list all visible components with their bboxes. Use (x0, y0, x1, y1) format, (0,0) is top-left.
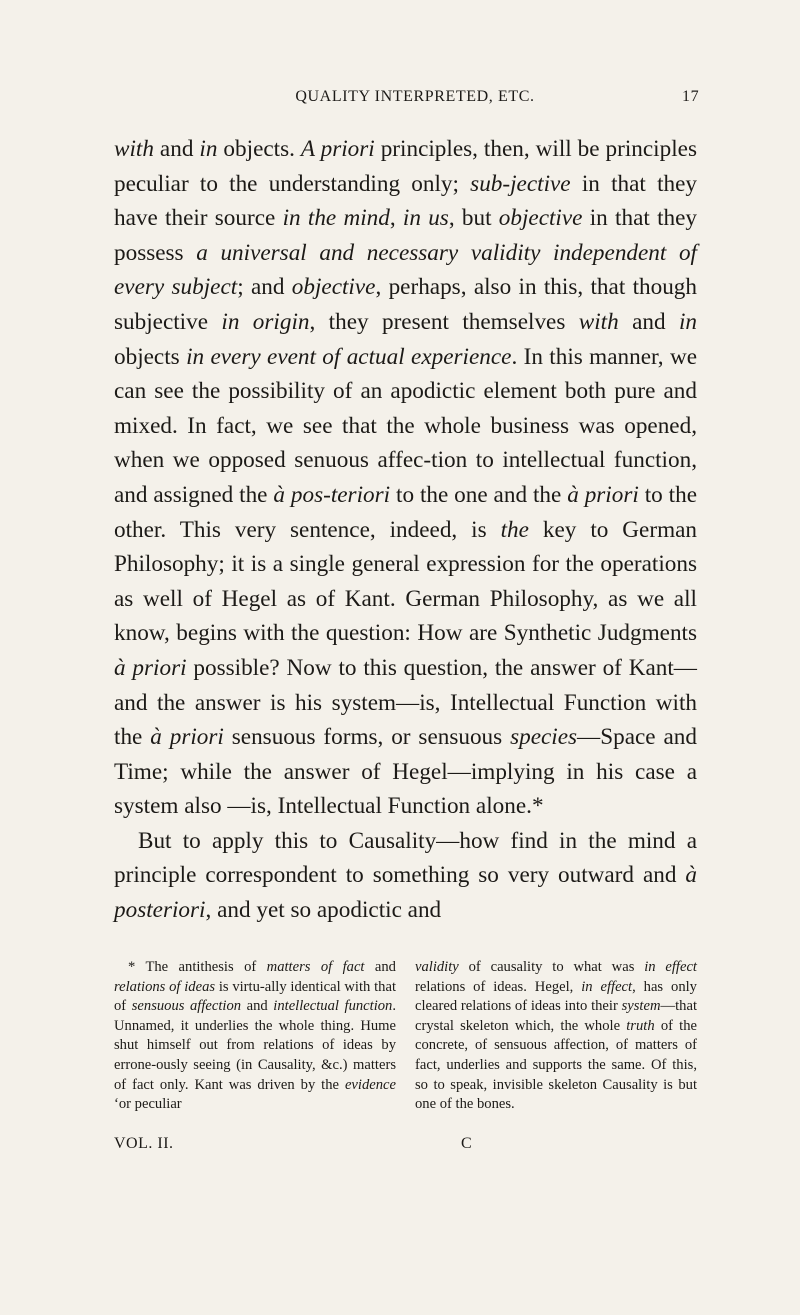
text-run: and (153, 136, 200, 162)
signature-line (114, 1135, 697, 1157)
text-run: of the concrete, of sensuous affection, of matters of fact, underlies and supports the same. Of this, so to speak, invisible skeleton Causality is but one of the bones. (415, 1017, 697, 1113)
main-text (114, 132, 697, 928)
italic-run: in origin (221, 308, 310, 335)
italic-run: truth (626, 1017, 655, 1034)
italic-run: evidence (344, 1076, 396, 1093)
text-run: . In this manner, we can see the possibility of an apodictic element both pure and mixed. In fact, we see that the whole business was opened, when we opposed senuous affec-tion to intellectual function, and assigned the (114, 343, 697, 508)
italic-run: in (199, 136, 218, 162)
text-run: and (618, 308, 679, 335)
italic-run: sub-jective (470, 170, 571, 197)
text-run: relations of ideas. Hegel, (415, 978, 582, 995)
text-run: , they present themselves (309, 308, 579, 335)
footnote-text (415, 958, 697, 1115)
text-run: But to apply this to Causality—how find in the mind a principle correspondent to something so very outward and (114, 827, 697, 889)
text-run: ‘or peculiar (114, 1096, 182, 1113)
italic-run: validity (415, 959, 459, 975)
text-run: in that they possess (114, 205, 697, 266)
italic-run: objective (291, 274, 376, 301)
page-number: 17 (682, 88, 700, 105)
italic-run: sensuous affection (131, 998, 242, 1015)
italic-run: à posteriori (114, 862, 697, 924)
italic-run: intellectual function (273, 998, 393, 1015)
italic-run: with (578, 308, 619, 335)
italic-run: à pos-teriori (273, 481, 391, 508)
text-run: ; and (237, 274, 292, 301)
paragraph (114, 824, 697, 928)
text-run: to the other. This very sentence, indeed, is (114, 481, 697, 543)
text-run: principles, then, will be principles peculiar to the understanding only; (114, 136, 697, 197)
italic-run: à priori (567, 481, 639, 508)
text-run: , and yet so apodictic and (205, 897, 442, 924)
text-run: possible? Now to this question, the answer of Kant—and the answer is his system—is, Intellectual Function with the (114, 654, 697, 751)
text-run: of causality to what was (458, 959, 645, 975)
italic-run: relations of ideas (114, 978, 216, 995)
italic-run: in (678, 308, 697, 335)
italic-run: with (114, 136, 154, 162)
text-run: in that they have their source (114, 170, 697, 232)
italic-run: system (621, 998, 661, 1015)
text-run: , perhaps, also in this, that though subjective (114, 274, 697, 335)
text-run: , but (448, 205, 499, 232)
italic-run: in every event of actual experience (186, 343, 512, 370)
footnote-column-right (415, 958, 697, 1115)
text-run: . Unnamed, it underlies the whole thing. Hume shut himself out from relations of ideas by errone-ously seeing (in Causality, &c.) matters of fact only. Kant was driven by the (114, 998, 396, 1093)
italic-run: the (500, 516, 529, 543)
italic-run: in us (402, 205, 449, 232)
text-run: , has only cleared relations of ideas into their (415, 978, 697, 1015)
italic-run: à priori (150, 724, 224, 751)
running-header (0, 88, 800, 112)
italic-run: in the mind (282, 205, 390, 232)
text-run: sensuous forms, or sensuous (223, 724, 511, 751)
volume-label: VOL. II. (114, 1135, 174, 1152)
text-run: * The antithesis of (128, 959, 267, 975)
text-run: —Space and Time; while the answer of Hegel—implying in his case a system also —is, Intellectual Function alone.* (114, 724, 697, 820)
italic-run: objective (498, 205, 583, 232)
footnote (114, 958, 697, 1115)
text-run: key to German Philosophy; it is a single general expression for the operations as well of Hegel as of Kant. German Philosophy, as we all know, begins with the question: How are Synthetic Judgments (114, 516, 697, 647)
running-title: QUALITY INTERPRETED, ETC. (295, 88, 535, 105)
paragraph (114, 132, 697, 824)
text-run: objects (114, 343, 187, 370)
footnote-text (114, 958, 396, 1115)
italic-run: a universal and necessary validity independent of every subject (114, 239, 698, 301)
text-run: , (389, 205, 403, 232)
text-run: —that crystal skeleton which, the whole (415, 998, 697, 1034)
italic-run: species (510, 724, 578, 751)
text-run: to the one and the (390, 481, 568, 508)
italic-run: matters of fact (266, 959, 365, 975)
italic-run: in effect (581, 978, 633, 995)
italic-run: A priori (300, 136, 375, 162)
text-run: objects. (217, 136, 301, 162)
text-run: is virtu-ally identical with that of (114, 978, 396, 1015)
footnote-column-left (114, 958, 396, 1115)
text-run: and (241, 998, 274, 1015)
italic-run: in effect (644, 959, 697, 975)
signature-mark: C (461, 1135, 473, 1152)
text-run: and (364, 959, 396, 975)
italic-run: à priori (114, 654, 187, 681)
